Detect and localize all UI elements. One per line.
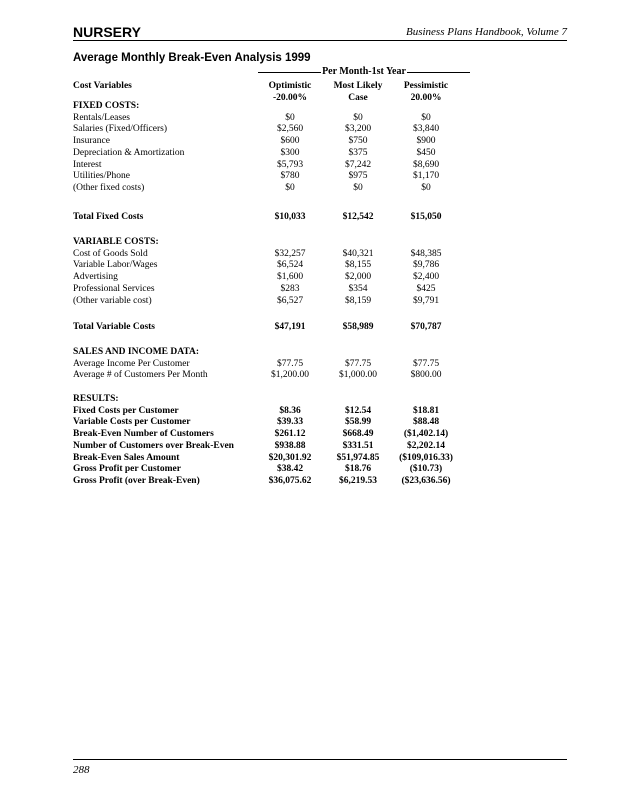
- row-label: Depreciation & Amortization: [73, 147, 185, 158]
- total-variable-row: [73, 321, 503, 333]
- pessimistic-value: $0: [421, 112, 431, 123]
- result-row: [73, 452, 503, 464]
- pessimistic-value: $2,202.14: [407, 440, 445, 451]
- section-heading-label: VARIABLE COSTS:: [73, 237, 159, 247]
- pessimistic-value: $48,385: [410, 248, 442, 259]
- pessimistic-value: $425: [416, 283, 436, 294]
- most-likely-value: $3,200: [344, 124, 372, 135]
- most-likely-value: $354: [348, 283, 368, 294]
- pessimistic-value: $9,791: [412, 295, 440, 306]
- result-row: [73, 475, 503, 487]
- table-row: [73, 283, 503, 295]
- most-likely-value: $0: [353, 112, 363, 123]
- most-likely-case: Case: [348, 93, 368, 103]
- section-heading: [73, 393, 503, 405]
- row-label: Average # of Customers Per Month: [73, 370, 208, 381]
- optimistic-value: $10,033: [274, 212, 306, 222]
- optimistic-value: $261.12: [274, 429, 306, 440]
- most-likely-value: $58.99: [344, 417, 372, 428]
- column-header-row: [73, 80, 503, 92]
- optimistic-value: $8.36: [279, 405, 301, 416]
- pessimistic-value: $15,050: [410, 212, 442, 222]
- optimistic-value: $0: [285, 182, 295, 193]
- pessimistic-value: ($1,402.14): [403, 429, 449, 440]
- pessimistic-value: ($109,016.33): [399, 452, 453, 463]
- most-likely-value: $331.51: [342, 440, 374, 451]
- most-likely-value: $40,321: [342, 248, 374, 259]
- optimistic-value: $1,200.00: [271, 370, 309, 381]
- row-label: Fixed Costs per Customer: [73, 405, 179, 416]
- most-likely-value: $8,155: [344, 260, 372, 271]
- header-rule: [73, 40, 567, 41]
- row-label: Break-Even Sales Amount: [73, 452, 180, 463]
- most-likely-value: $58,989: [342, 322, 374, 332]
- period-span-header: [258, 66, 470, 78]
- row-label: Insurance: [73, 136, 110, 147]
- optimistic-value: $77.75: [276, 358, 304, 369]
- table-row: [73, 135, 503, 147]
- total-fixed-row: [73, 211, 503, 223]
- most-likely-value: $7,242: [344, 159, 372, 170]
- pessimistic-value: $0: [421, 182, 431, 193]
- table-row: [73, 112, 503, 124]
- most-likely-value: $12,542: [342, 212, 374, 222]
- footer-rule: [73, 759, 567, 760]
- section-heading: [73, 100, 503, 112]
- pessimistic-value: $18.81: [412, 405, 440, 416]
- pessimistic-header: Pessimistic: [403, 81, 449, 91]
- optimistic-value: $6,527: [276, 295, 304, 306]
- table-row: [73, 159, 503, 171]
- pessimistic-value: $2,400: [412, 272, 440, 283]
- row-label: Utilities/Phone: [73, 171, 130, 182]
- result-row: [73, 463, 503, 475]
- section-heading: [73, 236, 503, 248]
- row-label: Variable Costs per Customer: [73, 417, 191, 428]
- pessimistic-value: $450: [416, 147, 436, 158]
- most-likely-value: $77.75: [344, 358, 372, 369]
- most-likely-value: $8,159: [344, 295, 372, 306]
- section-heading-label: RESULTS:: [73, 394, 119, 404]
- pessimistic-value: $1,170: [412, 171, 440, 182]
- pessimistic-value: $800.00: [410, 370, 442, 381]
- pessimistic-pct: 20.00%: [410, 93, 442, 103]
- optimistic-value: $600: [280, 136, 300, 147]
- optimistic-value: $20,301.92: [268, 452, 312, 463]
- table-row: [73, 369, 503, 381]
- most-likely-value: $6,219.53: [339, 475, 377, 486]
- optimistic-pct: -20.00%: [272, 93, 308, 103]
- table-row: [73, 248, 503, 260]
- most-likely-value: $375: [348, 147, 368, 158]
- optimistic-value: $39.33: [276, 417, 304, 428]
- optimistic-value: $2,560: [276, 124, 304, 135]
- pessimistic-value: ($10.73): [409, 464, 443, 475]
- table-row: [73, 295, 503, 307]
- most-likely-value: $51,974.85: [336, 452, 380, 463]
- optimistic-value: $5,793: [276, 159, 304, 170]
- optimistic-value: $38.42: [276, 464, 304, 475]
- result-row: [73, 405, 503, 417]
- row-label: Professional Services: [73, 283, 155, 294]
- row-label: Average Income Per Customer: [73, 358, 190, 369]
- table-row: [73, 170, 503, 182]
- most-likely-value: $1,000.00: [339, 370, 377, 381]
- optimistic-value: $283: [280, 283, 300, 294]
- most-likely-value: $975: [348, 171, 368, 182]
- optimistic-value: $32,257: [274, 248, 306, 259]
- pessimistic-value: $3,840: [412, 124, 440, 135]
- book-title: Business Plans Handbook, Volume 7: [405, 26, 567, 38]
- row-label: Break-Even Number of Customers: [73, 429, 214, 440]
- optimistic-header: Optimistic: [268, 81, 312, 91]
- optimistic-value: $47,191: [274, 322, 306, 332]
- pessimistic-value: $900: [416, 136, 436, 147]
- optimistic-value: $938.88: [274, 440, 306, 451]
- row-label: Interest: [73, 159, 102, 170]
- most-likely-value: $2,000: [344, 272, 372, 283]
- section-heading: [73, 346, 503, 358]
- running-header: [73, 22, 567, 42]
- row-label: Salaries (Fixed/Officers): [73, 124, 168, 135]
- most-likely-value: $668.49: [342, 429, 374, 440]
- row-label: Variable Labor/Wages: [73, 260, 158, 271]
- row-label: Gross Profit per Customer: [73, 464, 181, 475]
- most-likely-header: Most Likely: [333, 81, 383, 91]
- pessimistic-value: $88.48: [412, 417, 440, 428]
- optimistic-value: $36,075.62: [268, 475, 312, 486]
- section-heading-label: SALES AND INCOME DATA:: [73, 347, 200, 357]
- row-label: Number of Customers over Break-Even: [73, 440, 234, 451]
- period-span-label: Per Month-1st Year: [322, 66, 406, 77]
- optimistic-value: $0: [285, 112, 295, 123]
- table-row: [73, 271, 503, 283]
- row-label: Cost of Goods Sold: [73, 248, 148, 259]
- table-row: [73, 123, 503, 135]
- row-label: Gross Profit (over Break-Even): [73, 475, 200, 486]
- optimistic-value: $780: [280, 171, 300, 182]
- pessimistic-value: ($23,636.56): [401, 475, 451, 486]
- optimistic-value: $1,600: [276, 272, 304, 283]
- row-label: Advertising: [73, 272, 118, 283]
- result-row: [73, 440, 503, 452]
- section-heading-label: FIXED COSTS:: [73, 101, 140, 111]
- row-label: (Other variable cost): [73, 295, 152, 306]
- pessimistic-value: $77.75: [412, 358, 440, 369]
- table-row: [73, 259, 503, 271]
- pessimistic-value: $8,690: [412, 159, 440, 170]
- pessimistic-value: $9,786: [412, 260, 440, 271]
- pessimistic-value: $70,787: [410, 322, 442, 332]
- most-likely-value: $750: [348, 136, 368, 147]
- row-label: (Other fixed costs): [73, 182, 145, 193]
- row-label: Total Fixed Costs: [73, 212, 144, 222]
- cost-variables-header: Cost Variables: [73, 81, 132, 91]
- table-row: [73, 358, 503, 370]
- table-row: [73, 182, 503, 194]
- optimistic-value: $6,524: [276, 260, 304, 271]
- most-likely-value: $18.76: [344, 464, 372, 475]
- optimistic-value: $300: [280, 147, 300, 158]
- result-row: [73, 428, 503, 440]
- page-number: 288: [73, 764, 90, 776]
- result-row: [73, 416, 503, 428]
- analysis-title: Average Monthly Break-Even Analysis 1999: [73, 52, 311, 64]
- section-title: NURSERY: [73, 24, 141, 40]
- row-label: Total Variable Costs: [73, 322, 155, 332]
- most-likely-value: $12.54: [344, 405, 372, 416]
- table-row: [73, 147, 503, 159]
- most-likely-value: $0: [353, 182, 363, 193]
- row-label: Rentals/Leases: [73, 112, 130, 123]
